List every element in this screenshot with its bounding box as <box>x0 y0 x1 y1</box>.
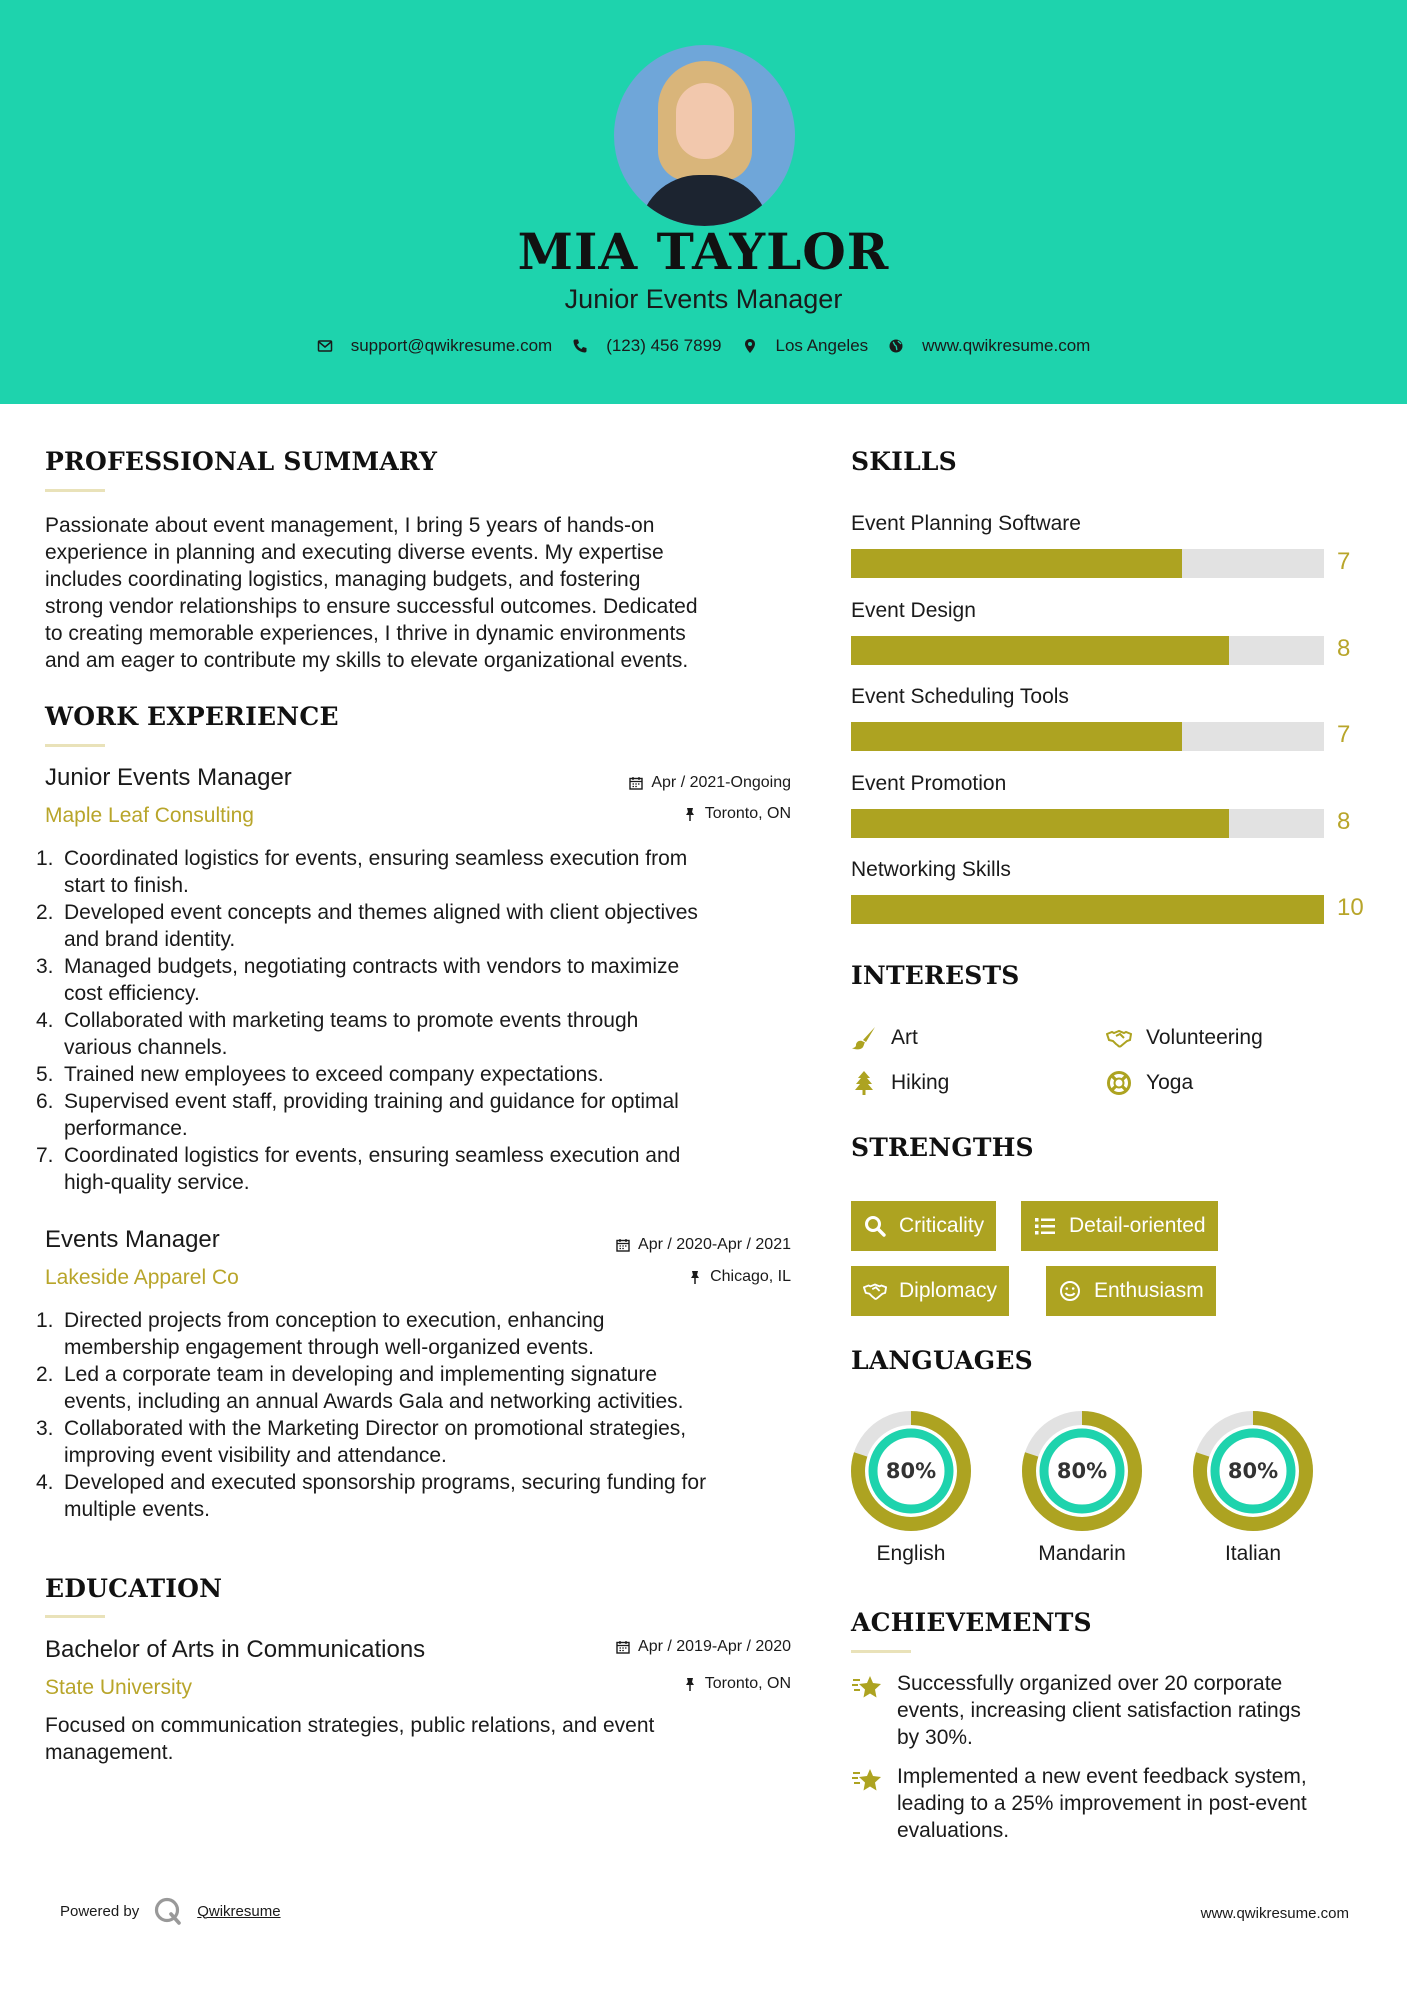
list-item: 6. Supervised event staff, providing training and guidance for optimal performance. <box>36 1088 796 1142</box>
bullet-line: multiple events. <box>64 1498 210 1521</box>
achievement-line: by 30%. <box>897 1726 973 1749</box>
education-dates-text: Apr / 2019-Apr / 2020 <box>638 1638 791 1655</box>
skill-value: 7 <box>1337 548 1351 575</box>
contact-bar <box>0 336 1407 356</box>
map-pin-icon <box>742 338 758 354</box>
achievement-line: Implemented a new event feedback system, <box>897 1765 1307 1788</box>
contact-location <box>742 336 869 356</box>
avatar <box>614 45 795 226</box>
qwikresume-link[interactable]: Qwikresume <box>197 1902 281 1920</box>
language-name: English <box>876 1542 946 1565</box>
interest-item-volunteering <box>1106 1025 1263 1051</box>
handshake-icon <box>1106 1025 1132 1051</box>
bullet-line: Managed budgets, negotiating contracts with vendors to maximize <box>64 955 680 978</box>
bullet-line: high-quality service. <box>64 1171 250 1194</box>
bullet-line: improving event visibility and attendance. <box>64 1444 447 1467</box>
bullet-line: Led a corporate team in developing and implementing signature <box>64 1363 658 1386</box>
job-bullets <box>36 845 796 1196</box>
skill-label: Event Planning Software <box>851 512 1081 535</box>
star-award-icon <box>851 1765 883 1797</box>
job-dates-text: Apr / 2020-Apr / 2021 <box>638 1236 791 1253</box>
bullet-line: and brand identity. <box>64 928 236 951</box>
skill-value: 7 <box>1337 721 1351 749</box>
bullet-line: Developed event concepts and themes aligned with client objectives <box>64 901 698 924</box>
skill-bar-track <box>851 809 1324 838</box>
language-percent: 80% <box>885 1459 937 1483</box>
skill-label: Event Promotion <box>851 771 1007 795</box>
job-role: Junior Events Manager <box>45 764 292 791</box>
strength-chip-diplomacy <box>851 1266 1009 1316</box>
strength-chip-criticality <box>851 1201 996 1251</box>
lifebuoy-icon <box>1106 1070 1132 1096</box>
job-dates <box>629 774 791 792</box>
achievement-line: Successfully organized over 20 corporate <box>897 1672 1283 1695</box>
interest-label: Yoga <box>1146 1071 1194 1094</box>
contact-phone[interactable] <box>572 336 721 356</box>
summary-underline <box>45 489 105 492</box>
calendar-icon <box>616 1640 630 1654</box>
handshake-icon <box>863 1279 887 1303</box>
achievement-item <box>851 1670 1371 1751</box>
pushpin-icon <box>683 1677 697 1691</box>
contact-phone-text: (123) 456 7899 <box>606 336 722 355</box>
language-percent: 80% <box>1056 1459 1108 1483</box>
strength-label: Detail-oriented <box>1069 1214 1206 1237</box>
smile-icon <box>1058 1279 1082 1303</box>
bullet-line: Directed projects from conception to execution, enhancing <box>64 1309 605 1332</box>
strength-chip-enthusiasm <box>1046 1266 1216 1316</box>
list-item: 4. Collaborated with marketing teams to promote events through various channels. <box>36 1007 796 1061</box>
skill-value: 8 <box>1337 634 1351 662</box>
bullet-line: start to finish. <box>64 874 189 897</box>
language-item <box>850 1410 972 1566</box>
interests-heading: INTERESTS <box>851 961 1020 990</box>
interest-item-art <box>851 1025 918 1051</box>
candidate-title: Junior Events Manager <box>564 284 843 314</box>
avatar-shoulders <box>639 175 770 226</box>
bullet-line: various channels. <box>64 1036 228 1059</box>
candidate-name: MIA TAYLOR <box>517 222 890 281</box>
envelope-icon <box>317 338 333 354</box>
language-item <box>1021 1410 1143 1566</box>
summary-line: to creating memorable experiences, I thrive in dynamic environments <box>45 622 686 645</box>
language-ring <box>850 1410 972 1532</box>
job-bullets <box>36 1307 796 1523</box>
bullet-line: events, including an annual Awards Gala and networking activities. <box>64 1390 684 1413</box>
bullet-line: Collaborated with marketing teams to promote events through <box>64 1009 639 1032</box>
education-underline <box>45 1615 105 1618</box>
skill-bar-fill <box>851 809 1229 838</box>
list-item: 2. Developed event concepts and themes aligned with client objectives and brand identity. <box>36 899 796 953</box>
avatar-face <box>676 83 734 159</box>
contact-website-text: www.qwikresume.com <box>922 336 1091 355</box>
pushpin-icon <box>688 1270 702 1284</box>
list-icon <box>1033 1214 1057 1238</box>
skill-bar-track <box>851 895 1324 924</box>
education-degree: Bachelor of Arts in Communications <box>45 1636 426 1663</box>
bullet-line: Coordinated logistics for events, ensuring seamless execution from <box>64 847 688 870</box>
footer-website[interactable]: www.qwikresume.com <box>1200 1905 1349 1922</box>
summary-line: experience in planning and executing diverse events. My expertise <box>45 541 664 564</box>
experience-underline <box>45 744 105 747</box>
job-dates-text: Apr / 2021-Ongoing <box>651 774 791 791</box>
job-location <box>688 1268 791 1286</box>
language-ring <box>1021 1410 1143 1532</box>
job-company: Maple Leaf Consulting <box>45 804 254 827</box>
education-school: State University <box>45 1676 193 1699</box>
skill-bar-fill <box>851 636 1229 665</box>
contact-email[interactable] <box>317 336 553 356</box>
language-name: Mandarin <box>1038 1542 1126 1565</box>
achievement-text <box>897 1670 1301 1751</box>
interest-label: Hiking <box>891 1071 950 1094</box>
bullet-line: membership engagement through well-organized events. <box>64 1336 594 1359</box>
phone-icon <box>572 338 588 354</box>
interest-label: Art <box>891 1026 918 1049</box>
job-company: Lakeside Apparel Co <box>45 1266 239 1289</box>
paintbrush-icon <box>851 1025 877 1051</box>
skill-value: 10 <box>1337 894 1364 922</box>
bullet-line: Trained new employees to exceed company expectations. <box>64 1063 604 1086</box>
list-item: 1. Coordinated logistics for events, ensuring seamless execution from start to finish. <box>36 845 796 899</box>
language-item <box>1192 1410 1314 1566</box>
education-dates <box>616 1638 791 1656</box>
bullet-line: Supervised event staff, providing training and guidance for optimal <box>64 1090 679 1113</box>
skill-bar-fill <box>851 895 1324 924</box>
qwikresume-logo-icon <box>153 1896 183 1926</box>
search-icon <box>863 1214 887 1238</box>
tree-icon <box>851 1070 877 1096</box>
skill-label: Event Design <box>851 598 976 622</box>
list-item: 1. Directed projects from conception to execution, enhancing membership engagement through well-organized events. <box>36 1307 796 1361</box>
list-item: 3. Managed budgets, negotiating contracts with vendors to maximize cost efficiency. <box>36 953 796 1007</box>
footer-powered-by <box>60 1896 281 1926</box>
list-item: 2. Led a corporate team in developing and implementing signature events, including an annual Awards Gala and networking activities. <box>36 1361 796 1415</box>
list-item: 3. Collaborated with the Marketing Director on promotional strategies, improving event visibility and attendance. <box>36 1415 796 1469</box>
achievement-line: leading to a 25% improvement in post-event <box>897 1792 1307 1815</box>
job-dates <box>616 1236 791 1254</box>
calendar-icon <box>616 1238 630 1252</box>
bullet-line: Developed and executed sponsorship programs, securing funding for <box>64 1471 707 1494</box>
summary-line: includes coordinating logistics, managing budgets, and fostering <box>45 568 641 591</box>
job-location-text: Toronto, ON <box>704 805 791 822</box>
bullet-line: Collaborated with the Marketing Director on promotional strategies, <box>64 1417 687 1440</box>
job-role: Events Manager <box>45 1226 220 1253</box>
list-item: 4. Developed and executed sponsorship programs, securing funding for multiple events. <box>36 1469 796 1523</box>
job-location <box>683 805 791 823</box>
list-item: 5. Trained new employees to exceed company expectations. <box>36 1061 796 1088</box>
strength-chip-detail-oriented <box>1021 1201 1218 1251</box>
summary-line: Passionate about event management, I bring 5 years of hands-on <box>45 514 655 537</box>
interest-item-yoga <box>1106 1070 1193 1096</box>
skill-bar-fill <box>851 722 1182 751</box>
education-line: management. <box>45 1741 174 1764</box>
skill-bar-track <box>851 722 1324 751</box>
language-name: Italian <box>1224 1542 1282 1565</box>
strengths-heading: STRENGTHS <box>851 1133 1034 1162</box>
achievement-line: evaluations. <box>897 1819 1010 1842</box>
list-item: 7. Coordinated logistics for events, ensuring seamless execution and high-quality service. <box>36 1142 796 1196</box>
achievements-underline <box>851 1650 911 1653</box>
education-location <box>683 1675 791 1693</box>
star-award-icon <box>851 1672 883 1704</box>
strength-label: Diplomacy <box>899 1279 998 1302</box>
education-heading: EDUCATION <box>45 1574 223 1603</box>
language-ring <box>1192 1410 1314 1532</box>
strength-label: Enthusiasm <box>1094 1279 1204 1302</box>
summary-heading: PROFESSIONAL SUMMARY <box>45 447 438 476</box>
strength-label: Criticality <box>899 1214 985 1237</box>
summary-line: and am eager to contribute my skills to elevate organizational events. <box>45 649 689 672</box>
contact-email-text: support@qwikresume.com <box>350 336 553 355</box>
calendar-icon <box>629 776 643 790</box>
interest-label: Volunteering <box>1146 1026 1263 1049</box>
summary-line: strong vendor relationships to ensure successful outcomes. Dedicated <box>45 595 698 618</box>
skill-bar-fill <box>851 549 1182 578</box>
achievement-item <box>851 1763 1371 1844</box>
skills-heading: SKILLS <box>851 447 957 476</box>
languages-heading: LANGUAGES <box>851 1346 1033 1375</box>
bullet-line: Coordinated logistics for events, ensuring seamless execution and <box>64 1144 681 1167</box>
education-description <box>45 1712 805 1766</box>
language-percent: 80% <box>1227 1459 1279 1483</box>
achievements-heading: ACHIEVEMENTS <box>851 1608 1092 1637</box>
skill-value: 8 <box>1337 807 1351 835</box>
contact-website[interactable] <box>888 336 1090 356</box>
achievement-text <box>897 1763 1307 1844</box>
skill-bar-track <box>851 636 1324 665</box>
skill-label: Event Scheduling Tools <box>851 685 1069 709</box>
contact-location-text: Los Angeles <box>775 336 869 355</box>
bullet-line: cost efficiency. <box>64 982 200 1005</box>
powered-by-text: Powered by <box>60 1902 140 1920</box>
skill-label: Networking Skills <box>851 858 1011 882</box>
education-location-text: Toronto, ON <box>704 1675 791 1692</box>
achievement-line: events, increasing client satisfaction ratings <box>897 1699 1301 1722</box>
interest-item-hiking <box>851 1070 949 1096</box>
header-banner <box>0 0 1407 404</box>
experience-heading: WORK EXPERIENCE <box>45 702 339 731</box>
summary-text <box>45 512 805 674</box>
pushpin-icon <box>683 807 697 821</box>
globe-icon <box>888 338 904 354</box>
job-location-text: Chicago, IL <box>710 1268 791 1285</box>
skill-bar-track <box>851 549 1324 578</box>
education-line: Focused on communication strategies, public relations, and event <box>45 1714 655 1737</box>
bullet-line: performance. <box>64 1117 188 1140</box>
